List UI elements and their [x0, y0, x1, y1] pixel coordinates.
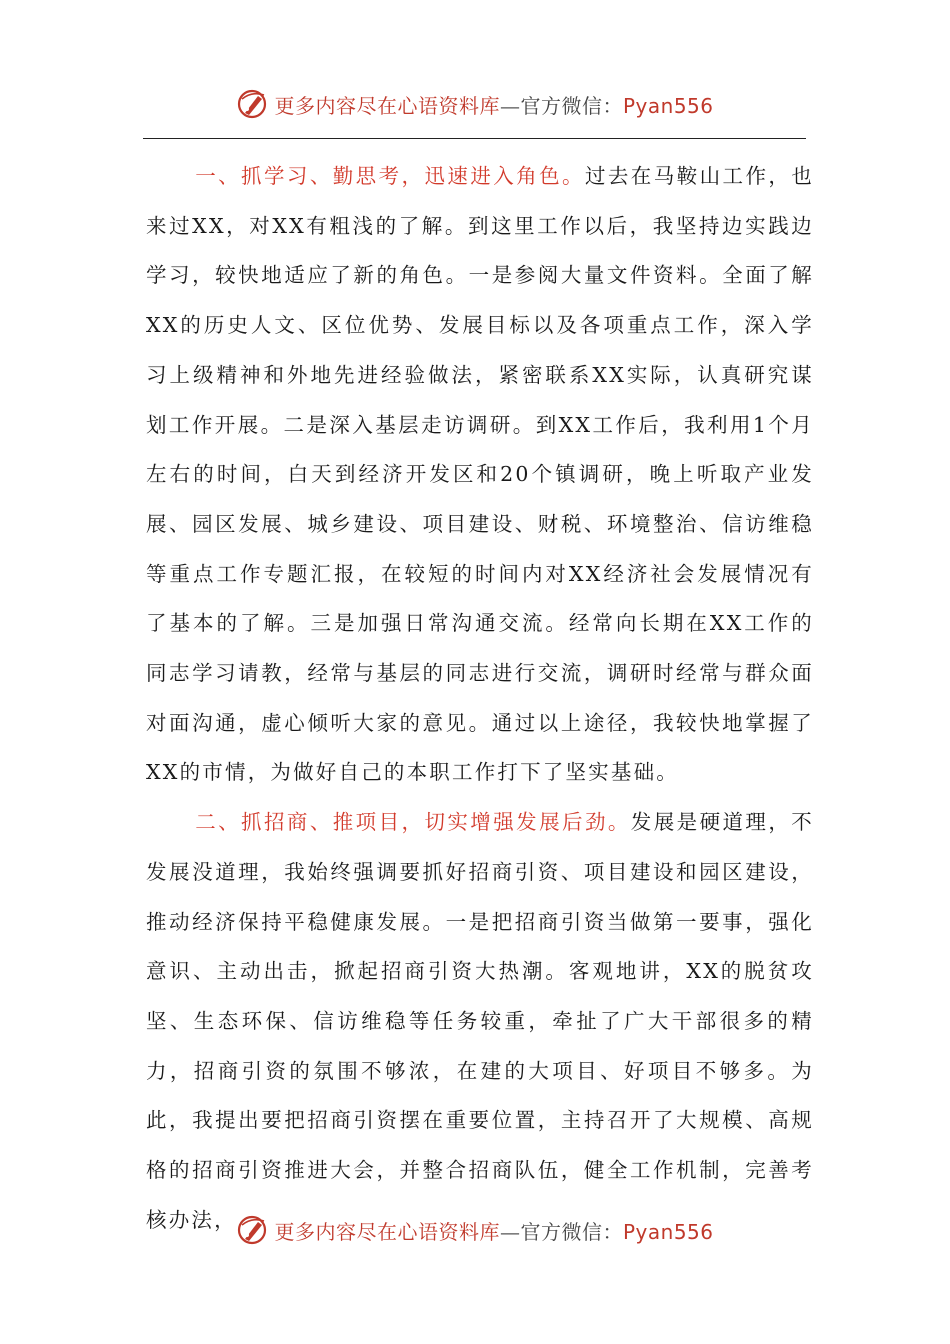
banner-wechat-label: 官方微信： — [520, 93, 623, 118]
document-body — [146, 152, 814, 1245]
banner-main-text: 更多内容尽在心语资料库 — [274, 1219, 500, 1244]
paragraph-1-heading: 一、抓学习、勤思考，迅速进入角色。 — [195, 164, 585, 188]
header-banner — [0, 84, 950, 124]
paragraph-2 — [146, 798, 814, 1245]
banner-dash: — — [499, 1219, 521, 1244]
footer-banner — [0, 1210, 950, 1250]
paragraph-1 — [146, 152, 814, 798]
pen-logo-icon — [236, 1213, 270, 1247]
banner-dash: — — [499, 93, 521, 118]
banner-wechat-id: Pyan556 — [622, 93, 714, 118]
paragraph-2-heading: 二、抓招商、推项目，切实增强发展后劲。 — [195, 810, 631, 835]
paragraph-2-body: 发展是硬道理，不发展没道理，我始终强调要抓好招商引资、项目建设和园区建设，推动经济保持平稳健康发展。一是把招商引资当做第一要事，强化意识、主动出击，掀起招商引资大热潮。客观地讲，XX的脱贫攻坚、生态环保、信访维稳等任务较重，牵扯了广大干部很多的精力，招商引资的氛围不够浓，在建的大项目、好项目不够多。为此，我提出要把招商引资摆在重要位置，主持召开了大规模、高规格的招商引资推进大会，并整合招商队伍，健全工作机制，完善考核办法， — [146, 810, 814, 1232]
banner-wechat-id: Pyan556 — [622, 1219, 714, 1244]
banner-main-text: 更多内容尽在心语资料库 — [274, 93, 500, 118]
banner-wechat-label: 官方微信： — [520, 1219, 623, 1244]
paragraph-1-body: 过去在马鞍山工作，也来过XX，对XX有粗浅的了解。到这里工作以后，我坚持边实践边学习，较快地适应了新的角色。一是参阅大量文件资料。全面了解XX的历史人文、区位优势、发展目标以及各项重点工作，深入学习上级精神和外地先进经验做法，紧密联系XX实际，认真研究谋划工作开展。二是深入基层走访调研。到XX工作后，我利用1个月左右的时间，白天到经济开发区和20个镇调研，晚上听取产业发展、园区发展、城乡建设、项目建设、财税、环境整治、信访维稳等重点工作专题汇报，在较短的时间内对XX经济社会发展情况有了基本的了解。三是加强日常沟通交流。经常向长期在XX工作的同志学习请教，经常与基层的同志进行交流，调研时经常与群众面对面沟通，虚心倾听大家的意见。通过以上途径，我较快地掌握了XX的市情，为做好自己的本职工作打下了坚实基础。 — [146, 164, 814, 785]
header-divider — [143, 138, 806, 139]
pen-logo-icon — [236, 87, 270, 121]
